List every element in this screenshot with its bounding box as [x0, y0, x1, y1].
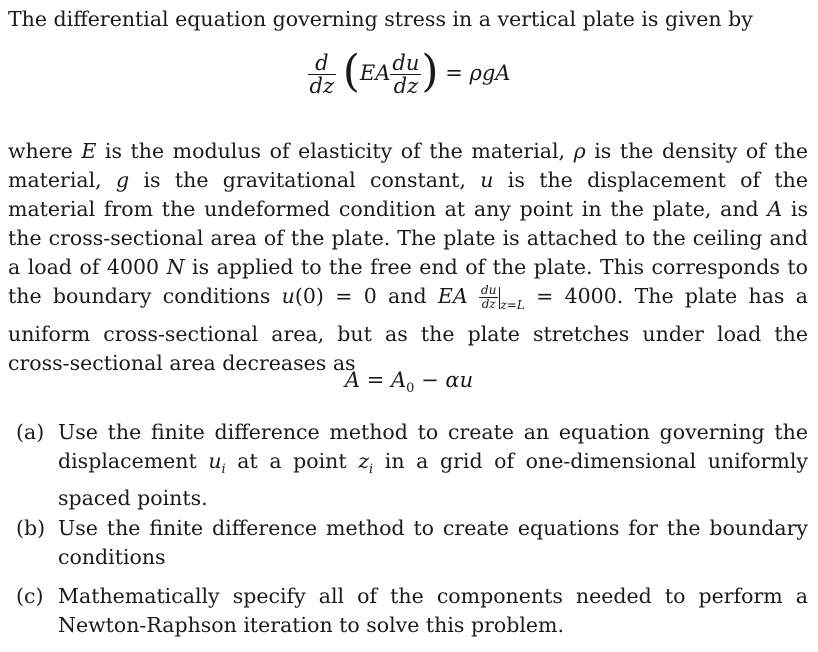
governing-equation	[0, 45, 818, 118]
description-paragraph: where E is the modulus of elasticity of the material, ρ is the density of the material, g is the gravitational constant, u is the displacement of the material from the undeformed condition at any point in the plate, and A is the cross-sectional area of the plate. The plate is attached to the ceiling and a load of 4000 N is applied to the free end of the plate. This corresponds to the boundary conditions u(0) = 0 and EA $\frac{du}{dz}$ $_{z=L}$ = 4000. The plate has a uniform cross-sectional area, but as the plate stretches under load the cross-sectional area decreases as	[8, 139, 809, 375]
outer-derivative: $\frac{d}{dz}$	[309, 51, 335, 99]
area-equation: $A = A_0 - \alpha u$	[344, 368, 474, 397]
question-b-text: Use the finite difference method to create equations for the boundary conditions	[58, 516, 808, 569]
question-c-label: (c)	[16, 584, 44, 608]
equation-rhs: = ρgA	[445, 61, 511, 86]
left-paren: (	[342, 45, 360, 97]
question-a	[16, 418, 808, 513]
question-b-label: (b)	[16, 516, 46, 540]
question-c	[16, 582, 808, 640]
question-c-text: Mathematically specify all of the components needed to perform a Newton-Raphson iteration to solve this problem.	[58, 584, 808, 637]
ea-term: EA	[359, 61, 391, 86]
question-a-label: (a)	[16, 420, 45, 444]
inner-derivative: $\frac{du}{dz}$	[392, 51, 420, 99]
question-b	[16, 514, 808, 572]
boundary-derivative: $\frac{du}{dz}$	[481, 283, 497, 311]
right-paren: )	[421, 45, 439, 97]
intro-text: The differential equation governing stress in a vertical plate is given by	[8, 7, 753, 31]
question-a-text: Use the finite difference method to create an equation governing the displacement $u_i$ at a point $z_i$ in a grid of one-dimensional uniformly spaced points.	[58, 420, 808, 511]
